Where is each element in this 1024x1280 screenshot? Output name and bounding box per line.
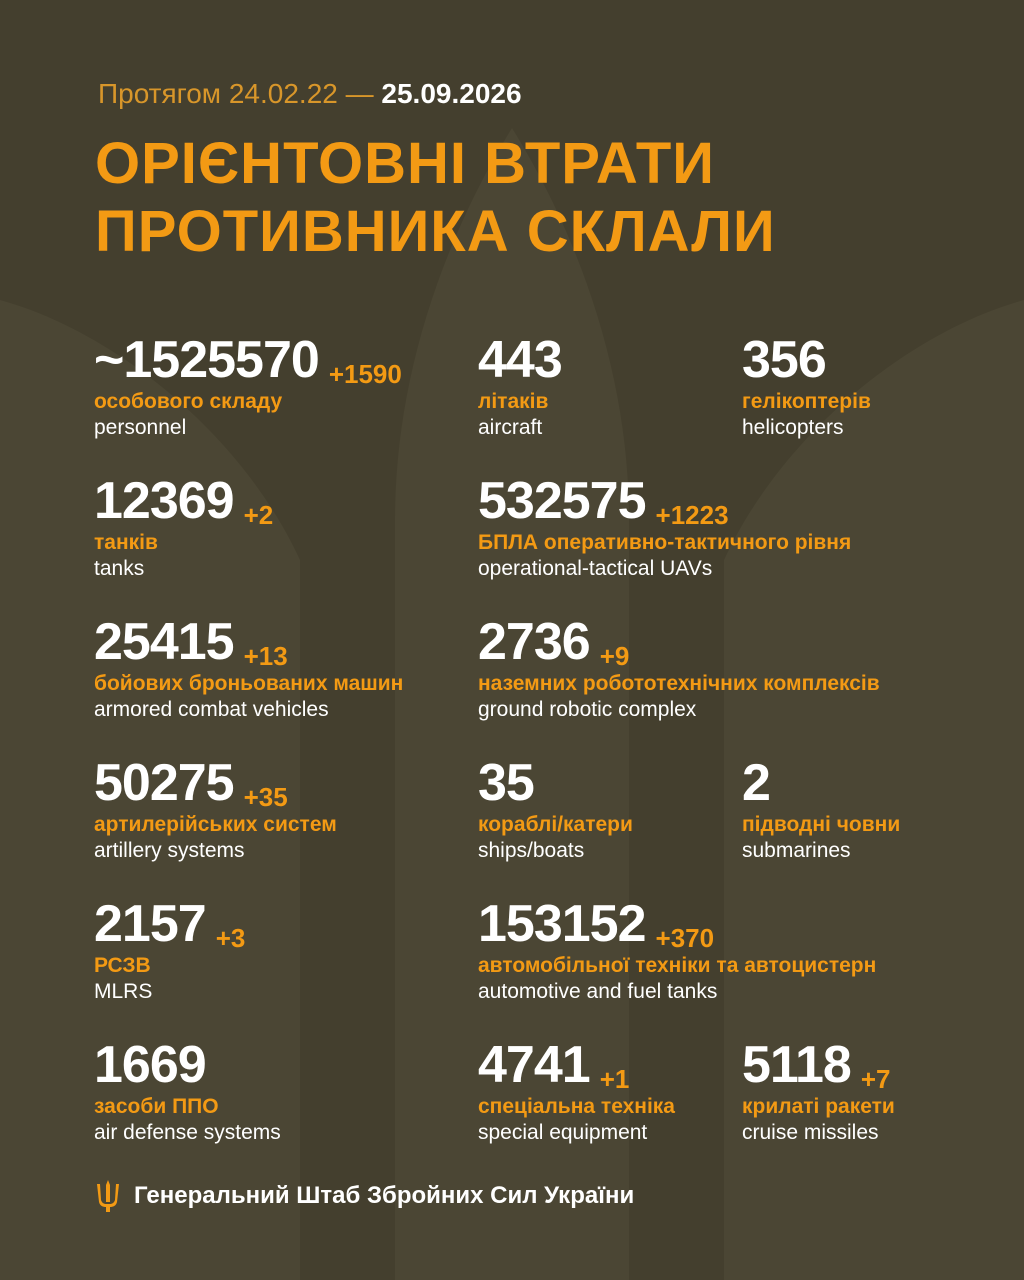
stat-robotic bbox=[478, 614, 880, 722]
stat-acv bbox=[94, 614, 403, 722]
stat-vehicles bbox=[478, 896, 876, 1004]
stat-label-ua: засоби ППО bbox=[94, 1095, 219, 1118]
stat-value: ~1525570 bbox=[94, 331, 319, 389]
stat-delta: +1590 bbox=[328, 359, 402, 389]
stat-helicopters bbox=[742, 332, 871, 440]
page-title-line-2: ПРОТИВНИКА СКЛАЛИ bbox=[95, 199, 776, 264]
stat-label-ua: БПЛА оперативно-тактичного рівня bbox=[478, 531, 852, 554]
stat-label-en: operational-tactical UAVs bbox=[478, 557, 713, 580]
stat-label-ua: танків bbox=[94, 531, 158, 554]
stat-artillery bbox=[94, 755, 337, 863]
stat-label-en: helicopters bbox=[742, 416, 844, 439]
period-range bbox=[98, 78, 522, 110]
stat-ships bbox=[478, 755, 633, 863]
stat-value: 2 bbox=[742, 754, 770, 812]
period-prefix: Протягом bbox=[98, 78, 222, 109]
stat-label-ua: автомобільної техніки та автоцистерн bbox=[478, 954, 877, 977]
stat-value: 4741 bbox=[478, 1036, 590, 1094]
period-start: 24.02.22 bbox=[228, 78, 338, 109]
stat-delta: +3 bbox=[215, 923, 246, 953]
stat-special-equipment bbox=[478, 1037, 675, 1145]
stat-label-ua: особового складу bbox=[94, 390, 283, 413]
stat-label-en: MLRS bbox=[94, 980, 153, 1003]
stat-value: 25415 bbox=[94, 613, 234, 671]
stat-mlrs bbox=[94, 896, 245, 1004]
stat-label-ua: кораблі/катери bbox=[478, 813, 633, 836]
stat-label-ua: гелікоптерів bbox=[742, 390, 871, 413]
stat-label-en: cruise missiles bbox=[742, 1121, 879, 1144]
stat-label-en: tanks bbox=[94, 557, 145, 580]
stat-delta: +9 bbox=[599, 641, 630, 671]
stat-label-ua: наземних робототехнічних комплексів bbox=[478, 672, 880, 695]
stat-label-ua: підводні човни bbox=[742, 813, 901, 836]
stat-value: 2736 bbox=[478, 613, 590, 671]
stat-label-ua: артилерійських систем bbox=[94, 813, 337, 836]
stat-label-ua: бойових броньованих машин bbox=[94, 672, 404, 695]
stat-label-ua: літаків bbox=[478, 390, 549, 413]
stat-air-defense bbox=[94, 1037, 281, 1145]
stat-delta: +13 bbox=[243, 641, 288, 671]
stat-label-en: personnel bbox=[94, 416, 187, 439]
stat-label-en: ships/boats bbox=[478, 839, 585, 862]
stat-submarines bbox=[742, 755, 900, 863]
stat-label-en: ground robotic complex bbox=[478, 698, 697, 721]
footer bbox=[96, 1180, 634, 1212]
stat-value: 12369 bbox=[94, 472, 234, 530]
stat-label-en: special equipment bbox=[478, 1121, 648, 1144]
stat-label-en: artillery systems bbox=[94, 839, 245, 862]
stat-delta: +1223 bbox=[655, 500, 729, 530]
period-end: 25.09.2026 bbox=[381, 78, 522, 109]
stat-value: 2157 bbox=[94, 895, 206, 953]
stat-tanks bbox=[94, 473, 273, 581]
stat-cruise-missiles bbox=[742, 1037, 895, 1145]
stat-label-en: air defense systems bbox=[94, 1121, 281, 1144]
stat-value: 35 bbox=[478, 754, 534, 812]
stat-label-en: automotive and fuel tanks bbox=[478, 980, 718, 1003]
stat-delta: +7 bbox=[860, 1064, 891, 1094]
stat-aircraft bbox=[478, 332, 562, 440]
stat-value: 5118 bbox=[742, 1036, 851, 1094]
stat-delta: +1 bbox=[599, 1064, 630, 1094]
stat-label-ua: крилаті ракети bbox=[742, 1095, 895, 1118]
stat-label-ua: спеціальна техніка bbox=[478, 1095, 675, 1118]
stat-personnel bbox=[94, 332, 402, 440]
stat-label-ua: РСЗВ bbox=[94, 954, 151, 977]
page-title-line-1: ОРІЄНТОВНІ ВТРАТИ bbox=[95, 131, 715, 196]
stat-label-en: armored combat vehicles bbox=[94, 698, 329, 721]
stat-value: 532575 bbox=[478, 472, 646, 530]
stat-label-en: aircraft bbox=[478, 416, 543, 439]
stat-uavs bbox=[478, 473, 851, 581]
stat-value: 50275 bbox=[94, 754, 234, 812]
stat-value: 1669 bbox=[94, 1036, 206, 1094]
stat-delta: +35 bbox=[243, 782, 288, 812]
stat-value: 153152 bbox=[478, 895, 646, 953]
footer-text: Генеральний Штаб Збройних Сил України bbox=[134, 1182, 635, 1209]
stat-delta: +370 bbox=[655, 923, 715, 953]
stat-label-en: submarines bbox=[742, 839, 851, 862]
stat-value: 443 bbox=[478, 331, 562, 389]
period-dash: — bbox=[345, 78, 374, 109]
stat-value: 356 bbox=[742, 331, 826, 389]
trident-icon bbox=[96, 1180, 120, 1212]
stat-delta: +2 bbox=[243, 500, 274, 530]
